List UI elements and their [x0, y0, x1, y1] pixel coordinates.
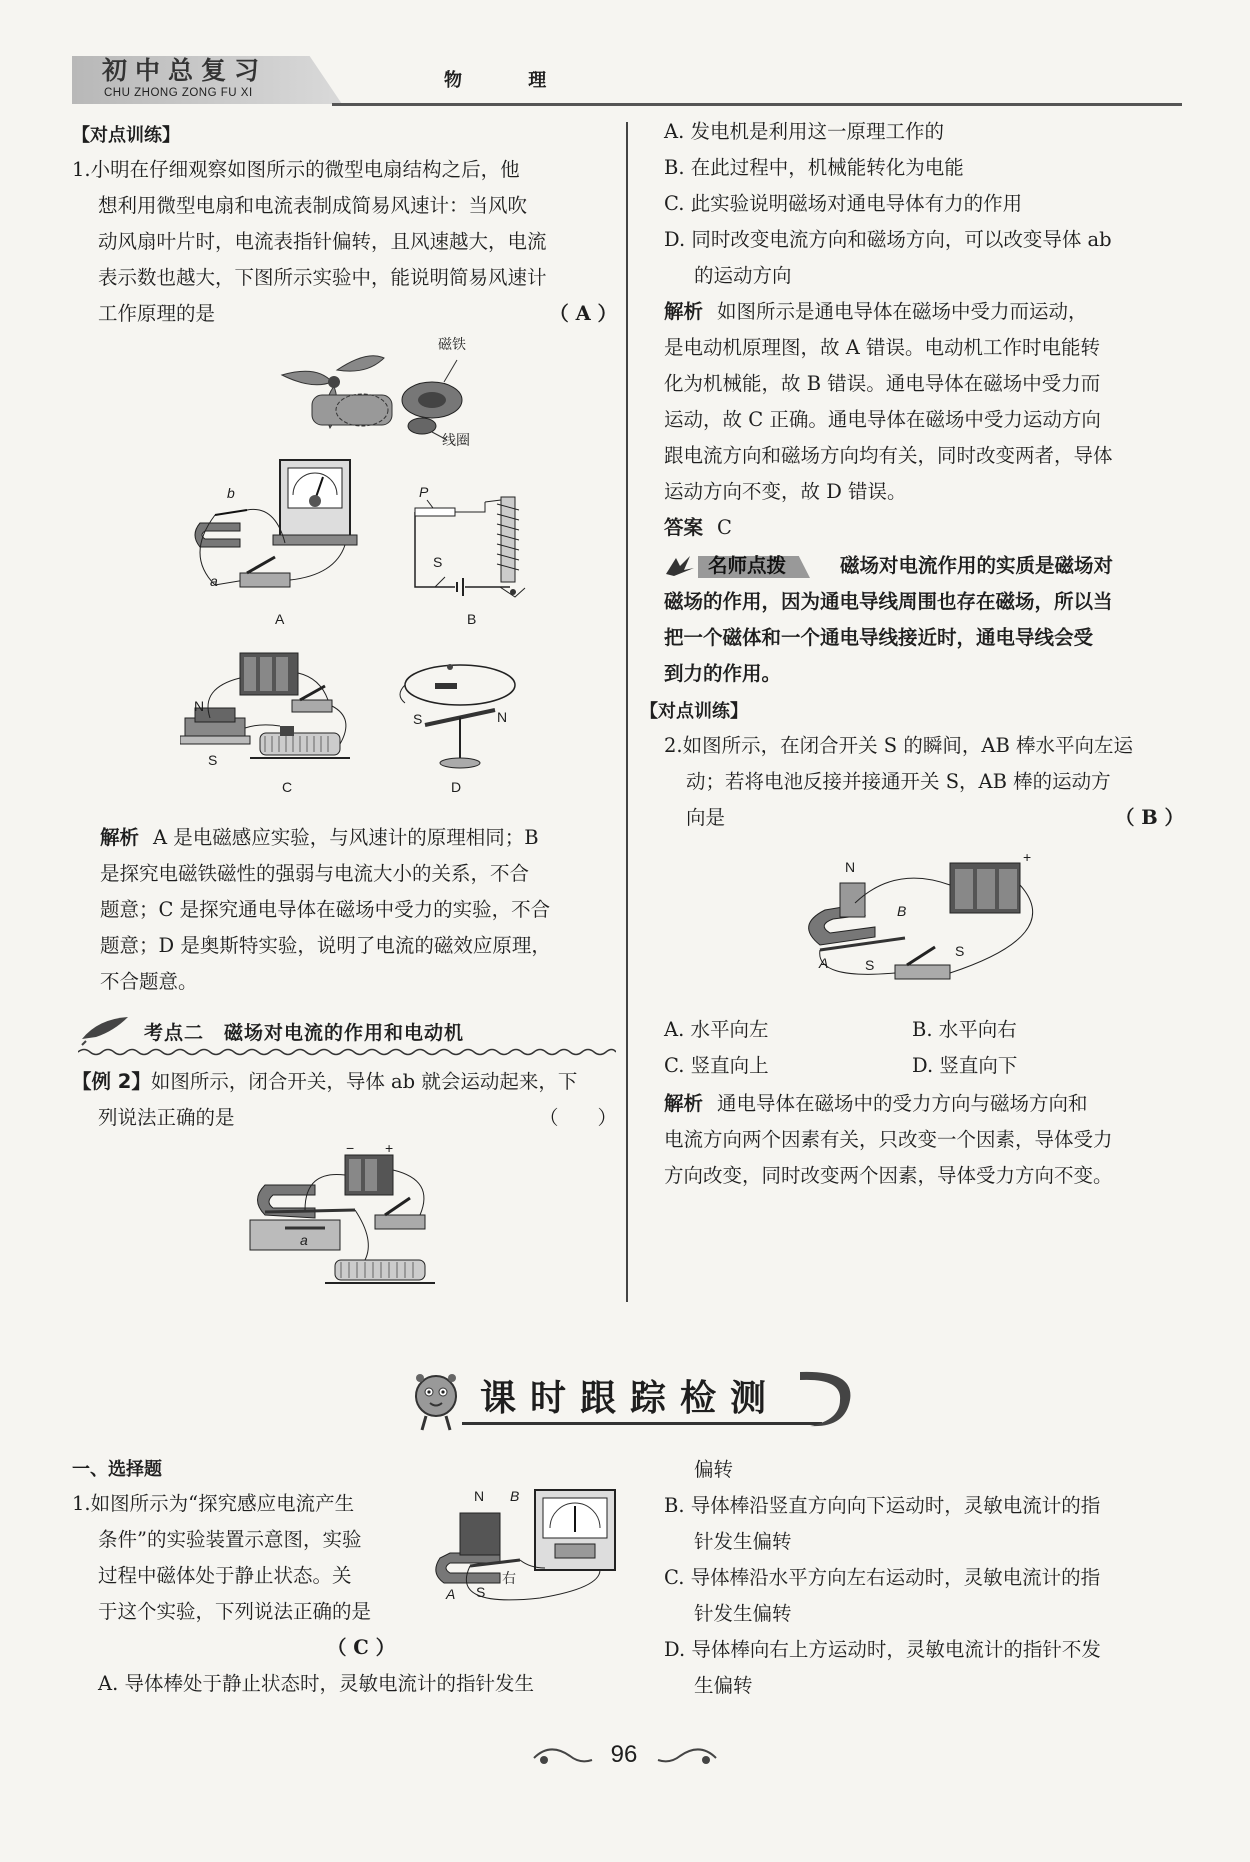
q2-option-b: B. 水平向右 — [912, 1018, 1017, 1041]
q2-mark-s2: S — [955, 943, 965, 959]
analysis-line: 运动方向不变，故 D 错误。 — [664, 480, 907, 503]
page-header — [72, 56, 1182, 106]
analysis-line: 跟电流方向和磁场方向均有关，同时改变两者，导体 — [664, 444, 1113, 467]
option-line: 针发生偏转 — [694, 1530, 792, 1553]
q1-answer: （ A ） — [549, 302, 617, 325]
bq1-line: 条件”的实验装置示意图，实验 — [98, 1528, 362, 1551]
pen-icon — [78, 1013, 134, 1047]
magnet-label: 磁铁 — [438, 336, 466, 352]
banner-swoosh — [800, 1370, 860, 1430]
option-line: C. 此实验说明磁场对通电导体有力的作用 — [664, 192, 1023, 215]
analysis-line: 电流方向两个因素有关，只改变一个因素，导体受力 — [664, 1128, 1113, 1151]
analysis-line: 题意；D 是奥斯特实验，说明了电流的磁效应原理， — [100, 934, 551, 957]
question-1 — [72, 152, 617, 332]
ex2-mark-minus: − — [346, 1140, 355, 1156]
option-line: A. 发电机是利用这一原理工作的 — [664, 120, 944, 143]
q1-line: 工作原理的是 — [98, 302, 216, 325]
figure-c — [180, 648, 380, 795]
ex2-answer-label: 答案 — [664, 516, 704, 539]
fig-c-mark-n: N — [194, 698, 205, 714]
coil-label: 线圈 — [442, 432, 470, 448]
example-2-line: 如图所示，闭合开关，导体 ab 就会运动起来，下 — [150, 1070, 578, 1093]
section-banner — [402, 1370, 862, 1432]
bq1-line: 1.如图所示为“探究感应电流产生 — [72, 1492, 355, 1515]
option-line: C. 导体棒沿水平方向左右运动时，灵敏电流计的指 — [664, 1566, 1101, 1589]
fig-c-label: C — [282, 779, 293, 795]
q2-line: 动；若将电池反接并接通开关 S，AB 棒的运动方 — [686, 770, 1111, 793]
analysis-line: 题意；C 是探究通电导体在磁场中受力的实验，不合 — [100, 898, 551, 921]
q2-mark-a: A — [819, 955, 829, 971]
page-number: 96 — [610, 1741, 638, 1768]
q2-mark-s1: S — [865, 957, 875, 973]
bottom-q1-figure — [430, 1488, 620, 1608]
option-line: D. 导体棒向右上方运动时，灵敏电流计的指针不发 — [664, 1638, 1101, 1661]
analysis-line: A 是电磁感应实验，与风速计的原理相同；B — [153, 826, 539, 849]
option-line: 生偏转 — [694, 1674, 753, 1697]
q2-option-c: C. 竖直向上 — [664, 1054, 769, 1077]
option-line: B. 在此过程中，机械能转化为电能 — [664, 156, 964, 179]
figure-b — [405, 484, 535, 627]
option-line: B. 导体棒沿竖直方向向下运动时，灵敏电流计的指 — [664, 1494, 1101, 1517]
banner-underline — [462, 1422, 822, 1425]
analysis-line: 化为机械能，故 B 错误。通电导体在磁场中受力而 — [664, 372, 1101, 395]
bq1-line: 过程中磁体处于静止状态。关 — [98, 1564, 352, 1587]
option-line: 偏转 — [694, 1458, 734, 1481]
ex2-analysis-label: 解析 — [664, 300, 704, 323]
tip-line: 到力的作用。 — [664, 662, 782, 685]
example-2-line: 列说法正确的是 — [98, 1106, 235, 1129]
training-label-1: 【对点训练】 — [72, 125, 180, 146]
bq1-mark-right: 右 — [502, 1570, 516, 1586]
figure-a — [185, 455, 385, 627]
q2-line: 2.如图所示，在闭合开关 S 的瞬间，AB 棒水平向左运 — [664, 734, 1133, 757]
example-2-label: 【例 2】 — [72, 1070, 151, 1093]
analysis-line: 通电导体在磁场中的受力方向与磁场方向和 — [717, 1092, 1088, 1115]
question-2 — [664, 728, 1184, 836]
bq1-mark-n: N — [474, 1488, 485, 1504]
q1-analysis-label: 解析 — [100, 826, 140, 849]
wave-rule — [78, 1047, 616, 1057]
tip-line: 磁场的作用，因为通电导线周围也存在磁场，所以当 — [664, 590, 1113, 613]
q2-mark-b: B — [897, 903, 907, 919]
q2-analysis-label: 解析 — [664, 1092, 704, 1115]
fan-figure — [272, 336, 502, 455]
tip-line: 磁场对电流作用的实质是磁场对 — [840, 554, 1114, 577]
section-heading-2 — [78, 1013, 616, 1057]
bq1-answer: （ C ） — [327, 1636, 396, 1659]
example-2-bracket: （ ） — [538, 1106, 617, 1129]
q1-analysis — [100, 820, 617, 1000]
figure-d — [395, 655, 525, 795]
fig-d-mark-n: N — [497, 709, 508, 725]
tip-label: 名师点拨 — [708, 554, 787, 577]
q2-mark-n: N — [845, 859, 856, 875]
choice-section-label: 一、选择题 — [72, 1459, 162, 1480]
q2-mark-plus: + — [1023, 849, 1032, 865]
fig-d-mark-s: S — [413, 711, 423, 727]
analysis-line: 是电动机原理图，故 A 错误。电动机工作时电能转 — [664, 336, 1100, 359]
option-line: 的运动方向 — [694, 264, 792, 287]
bq1-line: 于这个实验，下列说法正确的是 — [98, 1600, 372, 1623]
training-label-2: 【对点训练】 — [640, 701, 748, 722]
bq1-mark-a: A — [446, 1586, 456, 1602]
option-line: 针发生偏转 — [694, 1602, 792, 1625]
ex2-mark-a: a — [300, 1232, 308, 1248]
analysis-line: 运动，故 C 正确。通电导体在磁场中受力运动方向 — [664, 408, 1101, 431]
fig-a-mark-b: b — [227, 485, 235, 501]
header-rule — [332, 103, 1182, 106]
section-2-title: 考点二 磁场对电流的作用和电动机 — [144, 1022, 465, 1044]
tip-line: 把一个磁体和一个通电导线接近时，通电导线会受 — [664, 626, 1094, 649]
option-line: D. 同时改变电流方向和磁场方向，可以改变导体 ab — [664, 228, 1112, 251]
q1-line: 想利用微型电扇和电流表制成简易风速计：当风吹 — [98, 194, 528, 217]
ex2-mark-plus: + — [385, 1140, 394, 1156]
q1-line: 动风扇叶片时，电流表指针偏转，且风速越大，电流 — [98, 230, 547, 253]
bq1-mark-b: B — [510, 1488, 520, 1504]
question-2-figure — [795, 849, 1055, 995]
header-title: 初中总复习 — [102, 56, 268, 85]
tip-icon — [664, 554, 696, 578]
example-2-analysis — [664, 294, 1184, 546]
q1-line: 1.小明在仔细观察如图所示的微型电扇结构之后，他 — [72, 158, 520, 181]
example-2-options — [664, 114, 1184, 294]
banner-title: 课时跟踪检测 — [480, 1377, 781, 1419]
teacher-tip — [664, 548, 1184, 692]
example-2-figure — [245, 1140, 495, 1300]
header-subtitle: CHU ZHONG ZONG FU XI — [104, 87, 253, 99]
header-subject: 物 理 — [444, 70, 577, 91]
fig-d-label: D — [451, 779, 462, 795]
q2-option-a: A. 水平向左 — [664, 1018, 769, 1041]
fig-b-mark-s: S — [433, 554, 443, 570]
column-divider — [626, 122, 628, 1302]
bq1-option-a: A. 导体棒处于静止状态时，灵敏电流计的指针发生 — [98, 1672, 534, 1695]
bq1-mark-s: S — [476, 1584, 486, 1600]
q2-analysis — [664, 1086, 1184, 1194]
example-2 — [72, 1064, 617, 1136]
ex2-answer: C — [717, 516, 732, 539]
analysis-line: 是探究电磁铁磁性的强弱与电流大小的关系，不合 — [100, 862, 530, 885]
fig-c-mark-s: S — [208, 752, 218, 768]
fig-a-mark-a: a — [210, 573, 218, 589]
analysis-line: 不合题意。 — [100, 970, 198, 993]
q1-line: 表示数也越大，下图所示实验中，能说明简易风速计 — [98, 266, 547, 289]
q2-option-d: D. 竖直向下 — [912, 1054, 1018, 1077]
q2-answer: （ B ） — [1114, 806, 1184, 829]
q2-line: 向是 — [686, 806, 726, 829]
bottom-q1-options — [664, 1452, 1184, 1704]
analysis-line: 方向改变，同时改变两个因素，导体受力方向不变。 — [664, 1164, 1113, 1187]
fig-b-label: B — [467, 611, 477, 627]
fig-b-mark-p: P — [419, 484, 429, 500]
fig-a-label: A — [275, 611, 285, 627]
analysis-line: 如图所示是通电导体在磁场中受力而运动， — [717, 300, 1088, 323]
